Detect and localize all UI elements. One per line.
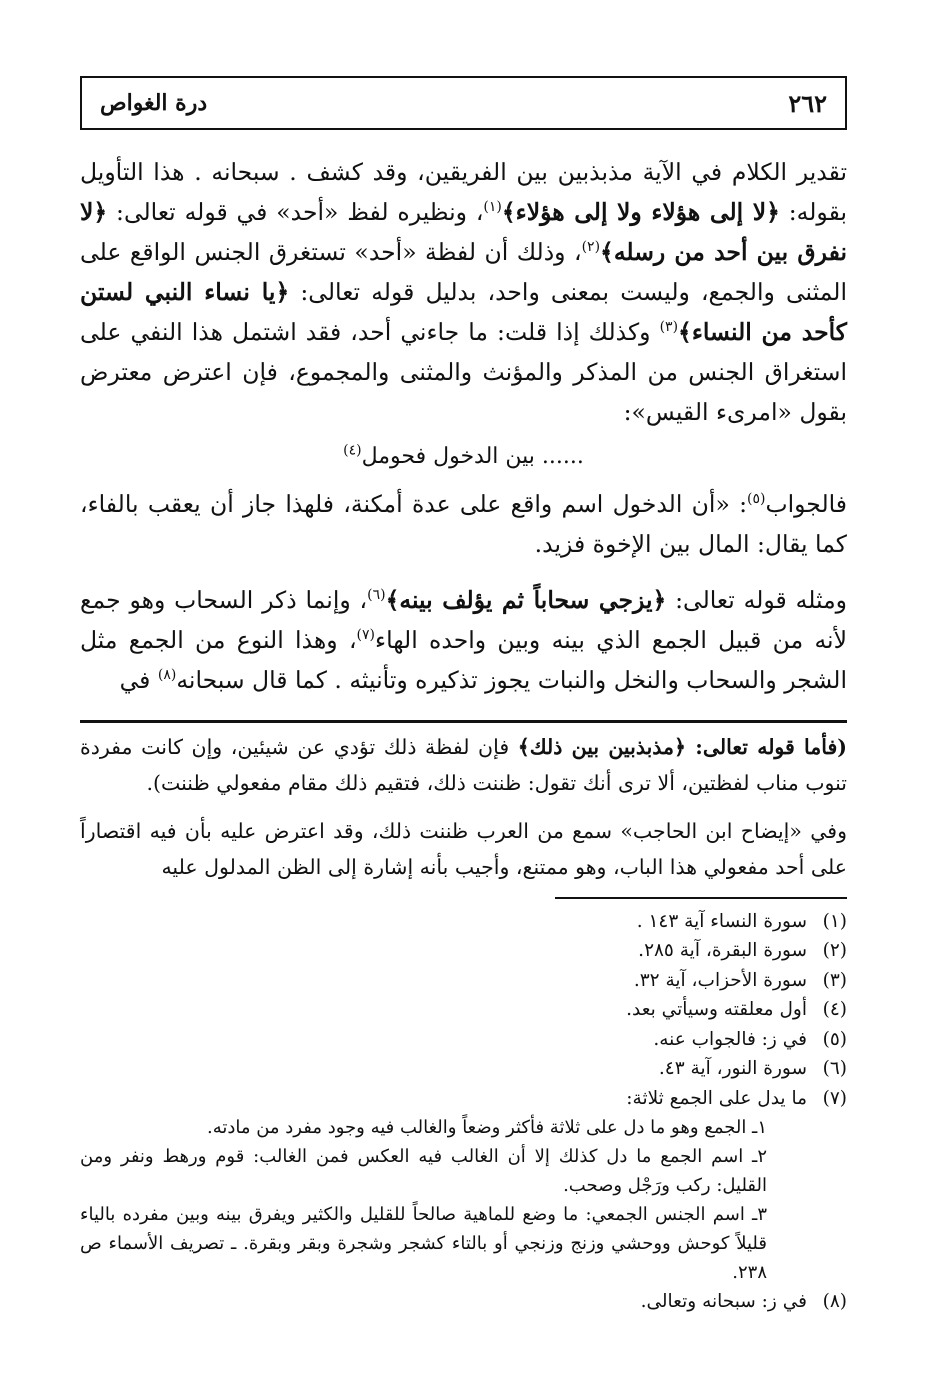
commentary-divider <box>80 720 847 723</box>
footnote-divider <box>555 897 847 899</box>
footnote-6: (٦) سورة النور، آية ٤٣. <box>658 1058 847 1079</box>
footnote-ref: (٨) <box>157 667 177 684</box>
main-text <box>80 152 847 1317</box>
text-run: وكذلك إذا قلت: ما جاءني أحد، فقد اشتمل هذا النفي على استغراق الجنس من المذكر والمؤنث والمثنى والمجموع، فإن اعترض معترض بقول «امرىء القيس»: <box>80 318 847 426</box>
quran-quote: ﴿يزجي سحاباً ثم يؤلف بينه﴾ <box>385 586 667 614</box>
footnote-7-item-3: ٣ـ اسم الجنس الجمعي: ما وضع للماهية صالحاً للقليل والكثير ويفرق بينه وبين مفرده بالياء قليلاً كوحش ووحشي وزنج وزنجي أو بالتاء كشجر وشجرة وبقر وبقرة. ـ تصريف الأسماء ص ٢٣٨. <box>80 1204 767 1283</box>
text-run: فالجواب <box>765 490 847 518</box>
text-run: : «أن الدخول اسم واقع على عدة أمكنة، فلهذا جاز أن يعقب بالفاء، كما يقال: المال بين الإخوة فزيد. <box>80 490 847 558</box>
quran-quote: (فأما قوله تعالى: ﴿مذبذبين بين ذلك﴾ <box>517 735 848 759</box>
paragraph-1 <box>80 152 847 432</box>
text-run: ومثله قوله تعالى: <box>666 586 847 614</box>
footnote-4: (٤) أول معلقته وسيأتي بعد. <box>626 999 847 1020</box>
footnote-8: (٨) في ز: سبحانه وتعالى. <box>640 1291 847 1312</box>
footnote-ref: (٤) <box>343 442 362 459</box>
paragraph-3 <box>80 580 847 700</box>
quran-quote: ﴿يا نساء النبي لستن كأحد من النساء﴾ <box>80 278 847 346</box>
poetry-verse <box>80 438 847 476</box>
footnote-7-item-1: ١ـ الجمع وهو ما دل على ثلاثة فأكثر وضعاً والغالب فيه وجود مفرد من مادته. <box>206 1117 767 1138</box>
page-number: ٢٦٢ <box>788 88 827 118</box>
footnote-ref: (٣) <box>659 319 679 336</box>
commentary-block <box>80 729 847 885</box>
page-header <box>80 76 847 130</box>
footnote-3: (٣) سورة الأحزاب، آية ٣٢. <box>633 969 847 991</box>
text-run: ، ونظيره لفظ «أحد» في قوله تعالى: <box>107 198 484 226</box>
footnote-ref: (٧) <box>356 627 376 644</box>
footnote-2: (٢) سورة البقرة، آية ٢٨٥. <box>638 940 847 961</box>
text-run: ، وهذا النوع من الجمع مثل الشجر والسحاب والنخل والنبات يجوز تذكيره وتأنيثه . كما قال سبحانه <box>80 626 847 694</box>
commentary-paragraph-2 <box>80 813 847 885</box>
text-run: ، وإنما ذكر السحاب وهو جمع لأنه من قبيل الجمع الذي بينه وبين واحده الهاء <box>80 586 847 654</box>
commentary-paragraph-1 <box>80 729 847 801</box>
footnote-7-item-2: ٢ـ اسم الجمع ما دل كذلك إلا أن الغالب فيه العكس فمن الغالب: قوم ورهط ونفر ومن القليل: ركب ورَجْل وصحب. <box>80 1146 767 1196</box>
footnotes <box>80 907 847 1317</box>
footnote-ref: (٢) <box>581 239 601 256</box>
text-run: تقدير الكلام في الآية مذبذبين بين الفريقين، وقد كشف . سبحانه . هذا التأويل بقوله: <box>80 158 848 226</box>
footnote-5: (٥) في ز: فالجواب عنه. <box>653 1028 847 1050</box>
footnote-ref: (١) <box>483 199 502 216</box>
text-run: ...... بين الدخول فحومل <box>361 444 584 469</box>
footnote-1: (١) سورة النساء آية ١٤٣ . <box>636 910 847 932</box>
book-page <box>80 76 847 1376</box>
footnote-ref: (٦) <box>367 587 386 604</box>
text-run: في <box>119 666 158 694</box>
footnote-7: (٧) ما يدل على الجمع ثلاثة: <box>626 1087 847 1109</box>
text-run: فإن لفظة ذلك تؤدي عن شيئين، وإن كانت مفردة تنوب مناب لفظتين، ألا ترى أنك تقول: ظننت ذلك، فتقيم ذلك مقام مفعولي ظننت). <box>80 735 847 795</box>
text-run: ، وذلك أن لفظة «أحد» تستغرق الجنس الواقع على المثنى والجمع، وليست بمعنى واحد، بدليل قوله تعالى: <box>80 238 847 306</box>
quran-quote: ﴿لا إلى هؤلاء ولا إلى هؤلاء﴾ <box>501 198 780 226</box>
footnote-ref: (٥) <box>747 491 766 508</box>
running-title: درة الغواص <box>100 90 208 116</box>
text-run: وفي «إيضاح ابن الحاجب» سمع من العرب ظننت ذلك، وقد اعترض عليه بأن فيه اقتصاراً على أحد مفعولي هذا الباب، وهو ممتنع، وأجيب بأنه إشارة إلى الظن المدلول عليه <box>80 819 847 879</box>
paragraph-2 <box>80 484 847 564</box>
quran-quote: ﴿لا نفرق بين أحد من رسله﴾ <box>80 198 848 266</box>
